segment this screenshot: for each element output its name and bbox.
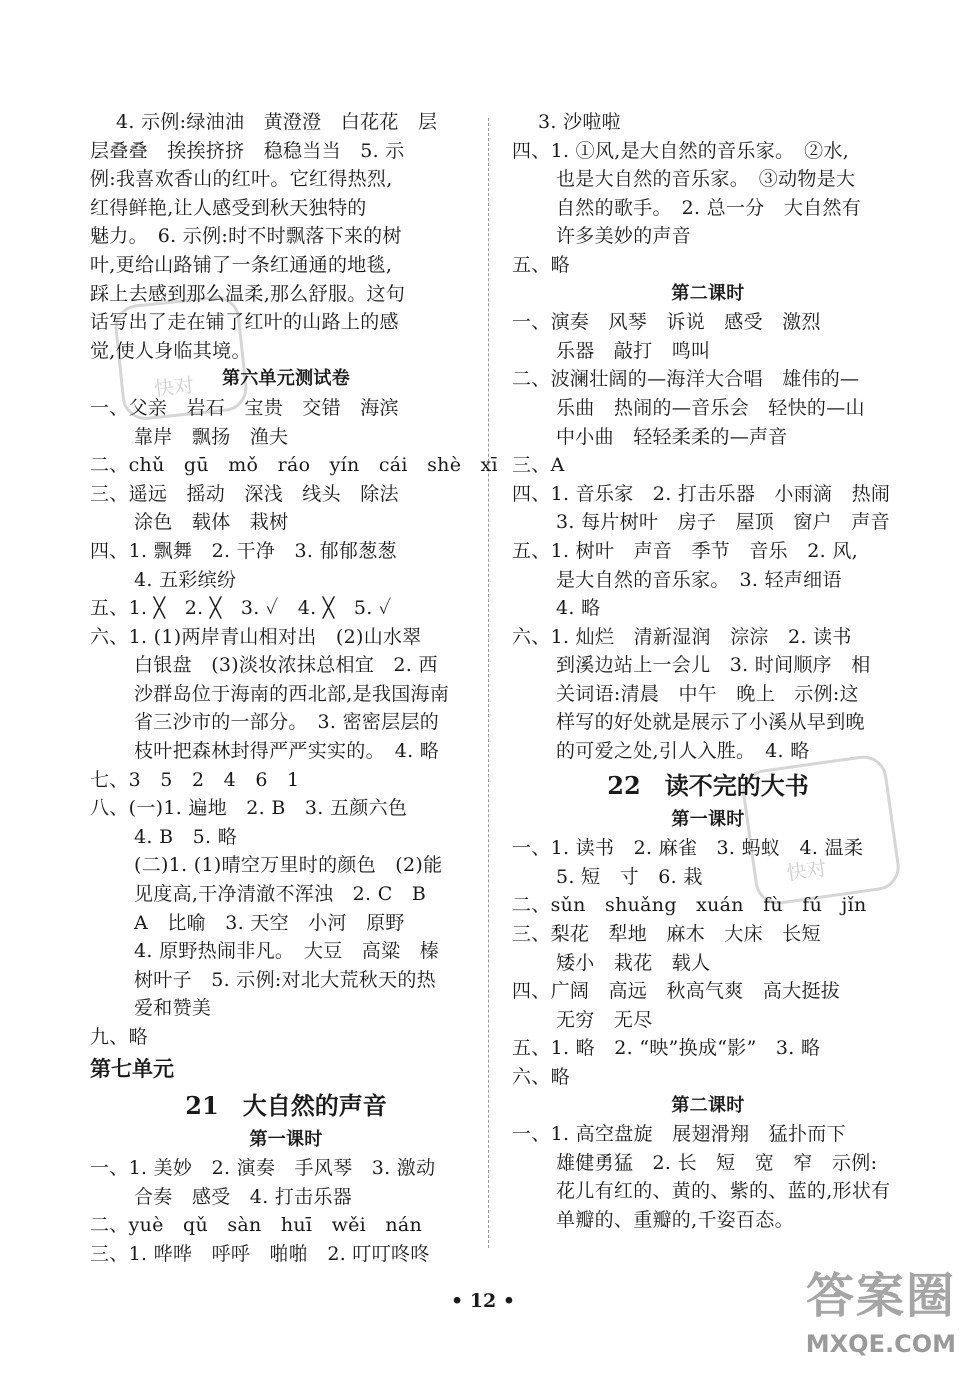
left-bottom-answer-lines	[90, 1154, 482, 1268]
unit-title: 第七单元	[90, 1055, 174, 1081]
lesson-21-subtitle: 第一课时	[249, 1128, 323, 1150]
answer-line: 一、1. 美妙 2. 演奏 手风琴 3. 激动	[90, 1157, 436, 1180]
answer-line: 五、1. 树叶 声音 季节 音乐 2. 风,	[512, 539, 858, 562]
answer-line: 的可爱之处,引人入胜。 4. 略	[556, 740, 810, 763]
answer-line: 白银盘 (3)淡妆浓抹总相宜 2. 西	[134, 654, 438, 677]
answer-line: 五、略	[512, 253, 570, 276]
answer-line: 树叶子 5. 示例:对北大荒秋天的热	[134, 968, 436, 991]
answer-line: 靠岸 飘扬 渔夫	[134, 425, 289, 448]
answer-line: 沙群岛位于海南的西北部,是我国海南	[134, 682, 450, 705]
answer-line: 雄健勇猛 2. 长 短 宽 窄 示例:	[556, 1151, 878, 1174]
answer-line: 二、yuè qǔ sàn huī wěi nán	[90, 1214, 423, 1237]
answer-line: 红得鲜艳,让人感受到秋天独特的	[90, 196, 367, 219]
answer-line: 涂色 载体 栽树	[134, 511, 289, 534]
answer-line: 3. 每片树叶 房子 屋顶 窗户 声音	[556, 511, 890, 534]
left-answer-lines	[90, 108, 498, 1052]
answer-line: 4. 示例:绿油油 黄澄澄 白花花 层	[116, 111, 438, 133]
answer-line: 也是大自然的音乐家。 ③动物是大	[556, 168, 856, 191]
answer-line: 八、(一)1. 遍地 2. B 3. 五颜六色	[90, 797, 408, 820]
answer-line: 六、略	[512, 1066, 570, 1088]
answer-line: 九、略	[90, 1026, 148, 1048]
answer-line: 3. 沙啦啦	[538, 111, 621, 133]
lesson-21-title: 21 大自然的声音	[185, 1090, 387, 1120]
answer-line: 见度高,干净清澈不浑浊 2. C B	[134, 883, 427, 906]
answer-line: 是大自然的音乐家。 3. 轻声细语	[556, 568, 842, 591]
answer-line: 样写的好处就是展示了小溪从早到晚	[556, 711, 865, 734]
answer-line: 4. B 5. 略	[134, 825, 237, 848]
left-column	[90, 108, 498, 1269]
answer-line: 七、3 5 2 4 6 1	[90, 768, 300, 791]
answer-line: 叶,更给山路铺了一条红通通的地毯,	[90, 253, 393, 276]
answer-line: 三、遥远 摇动 深浅 线头 除法	[90, 482, 399, 505]
answer-line: 矮小 栽花 载人	[556, 951, 711, 974]
answer-line: 4. 五彩缤纷	[134, 568, 237, 591]
lesson-22-title: 22 读不完的大书	[607, 770, 809, 800]
section-heading: 第二课时	[671, 1094, 745, 1116]
answer-line: 四、1. 飘舞 2. 干净 3. 郁郁葱葱	[90, 539, 397, 562]
answer-line: 五、1. 略 2. “映”换成“影” 3. 略	[512, 1037, 821, 1060]
lesson-22-subtitle: 第一课时	[671, 808, 745, 830]
answer-line: 觉,使人身临其境。	[90, 339, 251, 362]
answer-line: 花儿有红的、黄的、紫的、蓝的,形状有	[556, 1180, 891, 1203]
answer-line: 踩上去感到那么温柔,那么舒服。这句	[90, 282, 406, 305]
answer-line: 4. 原野热闹非凡。 大豆 高粱 榛	[134, 940, 440, 963]
answer-line: 四、广阔 高远 秋高气爽 高大挺拔	[512, 980, 841, 1003]
watermark-logo: 答案圈 MXQE.COM	[805, 1268, 956, 1358]
answer-line: (二)1. (1)晴空万里时的颜色 (2)能	[134, 854, 443, 877]
answer-line: 中小曲 轻轻柔柔的—声音	[556, 425, 788, 448]
answer-line: 话写出了走在铺了红叶的山路上的感	[90, 311, 399, 334]
answer-line: 枝叶把森林封得严严实实的。 4. 略	[134, 740, 440, 763]
answer-line: 三、A	[512, 454, 565, 477]
answer-line: 无穷 无尽	[556, 1008, 653, 1031]
answer-line: 许多美妙的声音	[556, 225, 692, 248]
page-number: • 12 •	[451, 1290, 515, 1312]
answer-line: 合奏 感受 4. 打击乐器	[134, 1185, 353, 1208]
answer-line: 三、梨花 犁地 麻木 大床 长短	[512, 923, 821, 946]
answer-line: A 比喻 3. 天空 小河 原野	[134, 911, 405, 934]
answer-line: 一、父亲 岩石 宝贵 交错 海滨	[90, 396, 399, 419]
answer-line: 单瓣的、重瓣的,千姿百态。	[556, 1208, 794, 1231]
answer-line: 4. 略	[556, 597, 601, 620]
answer-line: 二、波澜壮阔的—海洋大合唱 雄伟的—	[512, 368, 860, 391]
section-heading: 第六单元测试卷	[221, 368, 351, 390]
answer-line: 五、1. ╳ 2. ╳ 3. ✓ 4. ╳ 5. ✓	[90, 597, 392, 620]
answer-line: 六、1. (1)两岸青山相对出 (2)山水翠	[90, 625, 422, 648]
section-heading: 第二课时	[671, 282, 745, 304]
answer-line: 一、1. 高空盘旋 展翅滑翔 猛扑而下	[512, 1123, 846, 1146]
answer-line: 魅力。 6. 示例:时不时飘落下来的树	[90, 225, 402, 248]
answer-line: 省三沙市的一部分。 3. 密密层层的	[134, 711, 440, 734]
answer-line: 5. 短 寸 6. 栽	[556, 865, 703, 888]
answer-line: 乐曲 热闹的—音乐会 轻快的—山	[556, 396, 865, 419]
answer-line: 六、1. 灿烂 清新湿润 淙淙 2. 读书	[512, 625, 852, 648]
answer-line: 到溪边站上一会儿 3. 时间顺序 相	[556, 654, 871, 677]
column-divider	[488, 118, 489, 1248]
answer-line: 乐器 敲打 鸣叫	[556, 339, 711, 362]
answer-line: 一、1. 读书 2. 麻雀 3. 蚂蚁 4. 温柔	[512, 837, 864, 860]
answer-line: 三、1. 哗哗 呼呼 啪啪 2. 叮叮咚咚	[90, 1242, 430, 1265]
answer-line: 四、1. 音乐家 2. 打击乐器 小雨滴 热闹	[512, 482, 891, 505]
right-answer-lines	[512, 108, 904, 766]
answer-line: 一、演奏 风琴 诉说 感受 激烈	[512, 311, 821, 334]
right-bottom-answer-lines	[512, 834, 904, 1234]
stamp-watermark-icon: 快对	[112, 294, 249, 423]
answer-line: 二、chǔ gū mǒ ráo yín cái shè xī	[90, 454, 498, 477]
answer-line: 四、1. ①风,是大自然的音乐家。 ②水,	[512, 139, 850, 162]
answer-line: 爱和赞美	[134, 997, 212, 1020]
right-column	[512, 108, 904, 1235]
answer-line: 关词语:清晨 中午 晚上 示例:这	[556, 682, 859, 705]
answer-line: 例:我喜欢香山的红叶。它红得热烈,	[90, 168, 393, 191]
answer-line: 层叠叠 挨挨挤挤 稳稳当当 5. 示	[90, 139, 405, 162]
stamp-watermark-icon: 快对	[739, 753, 903, 908]
answer-line: 二、sǔn shuǎng xuán fù fú jǐn	[512, 894, 867, 917]
answer-line: 自然的歌手。 2. 总一分 大自然有	[556, 196, 862, 219]
